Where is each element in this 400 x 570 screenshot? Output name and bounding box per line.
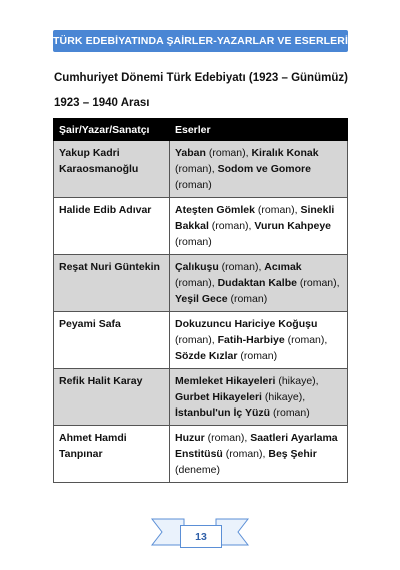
table-row	[54, 198, 348, 255]
work-title: Acımak	[264, 261, 302, 273]
table-row	[54, 255, 348, 312]
author-cell: Peyami Safa	[54, 312, 170, 369]
table-row	[54, 369, 348, 426]
work-title: Dudaktan Kalbe	[217, 277, 297, 289]
work-genre: (hikaye),	[261, 391, 306, 403]
work-genre: (roman),	[284, 334, 328, 346]
work-genre: (deneme)	[175, 464, 220, 476]
title-banner	[53, 30, 348, 52]
page-number: 13	[180, 525, 222, 548]
work-genre: (roman),	[222, 448, 269, 460]
work-genre: (roman),	[175, 277, 218, 289]
author-cell: Refik Halit Karay	[54, 369, 170, 426]
work-title: Sözde Kızlar	[175, 350, 238, 362]
work-genre: (roman)	[270, 407, 310, 419]
work-title: Ateşten Gömlek	[175, 204, 255, 216]
sub-period-title: 1923 – 1940 Arası	[54, 97, 150, 109]
table-body	[54, 141, 348, 483]
work-title: Kiralık Konak	[251, 147, 319, 159]
period-title: Cumhuriyet Dönemi Türk Edebiyatı (1923 – Günümüz)	[54, 72, 348, 84]
works-cell	[170, 141, 348, 198]
author-cell: Halide Edib Adıvar	[54, 198, 170, 255]
work-genre: (roman),	[175, 163, 218, 175]
work-genre: (hikaye),	[275, 375, 319, 387]
author-cell: Ahmet Hamdi Tanpınar	[54, 426, 170, 483]
work-genre: (roman),	[296, 277, 340, 289]
work-title: Saatleri Ayarlama Enstitüsü	[175, 432, 338, 460]
work-genre: (roman)	[175, 179, 212, 191]
works-cell	[170, 198, 348, 255]
table-header-row	[54, 119, 348, 141]
work-title: Vurun Kahpeye	[254, 220, 332, 232]
works-cell	[170, 255, 348, 312]
header-works: Eserler	[170, 119, 348, 141]
work-genre: (roman),	[204, 432, 251, 444]
work-genre: (roman)	[237, 350, 278, 362]
work-genre: (roman)	[227, 293, 268, 305]
authors-works-table	[53, 118, 348, 483]
banner-text: TÜRK EDEBİYATINDA ŞAİRLER-YAZARLAR VE ESERLERİ	[53, 35, 348, 47]
works-cell	[170, 426, 348, 483]
work-genre: (roman),	[254, 204, 301, 216]
work-title: Beş Şehir	[268, 448, 317, 460]
work-title: Memleket Hikayeleri	[175, 375, 276, 387]
work-title: Huzur	[175, 432, 205, 444]
table-row	[54, 312, 348, 369]
works-cell	[170, 312, 348, 369]
work-genre: (roman)	[175, 236, 212, 248]
work-genre: (roman),	[208, 220, 255, 232]
work-title: Dokuzuncu Hariciye Koğuşu	[175, 318, 318, 330]
work-genre: (roman),	[205, 147, 252, 159]
work-title: Fatih-Harbiye	[217, 334, 285, 346]
header-author: Şair/Yazar/Sanatçı	[54, 119, 170, 141]
work-title: Çalıkuşu	[175, 261, 219, 273]
work-title: Sinekli Bakkal	[175, 204, 335, 232]
table-row	[54, 426, 348, 483]
work-title: Sodom ve Gomore	[217, 163, 311, 175]
work-genre: (roman),	[175, 334, 218, 346]
works-cell	[170, 369, 348, 426]
work-genre: (roman),	[218, 261, 265, 273]
work-title: Yaban	[175, 147, 206, 159]
work-title: Yeşil Gece	[175, 293, 228, 305]
author-cell: Yakup Kadri Karaosmanoğlu	[54, 141, 170, 198]
work-title: İstanbul'un İç Yüzü	[175, 407, 271, 419]
table-row	[54, 141, 348, 198]
page-number-ribbon	[150, 515, 250, 551]
author-cell: Reşat Nuri Güntekin	[54, 255, 170, 312]
work-title: Gurbet Hikayeleri	[175, 391, 262, 403]
